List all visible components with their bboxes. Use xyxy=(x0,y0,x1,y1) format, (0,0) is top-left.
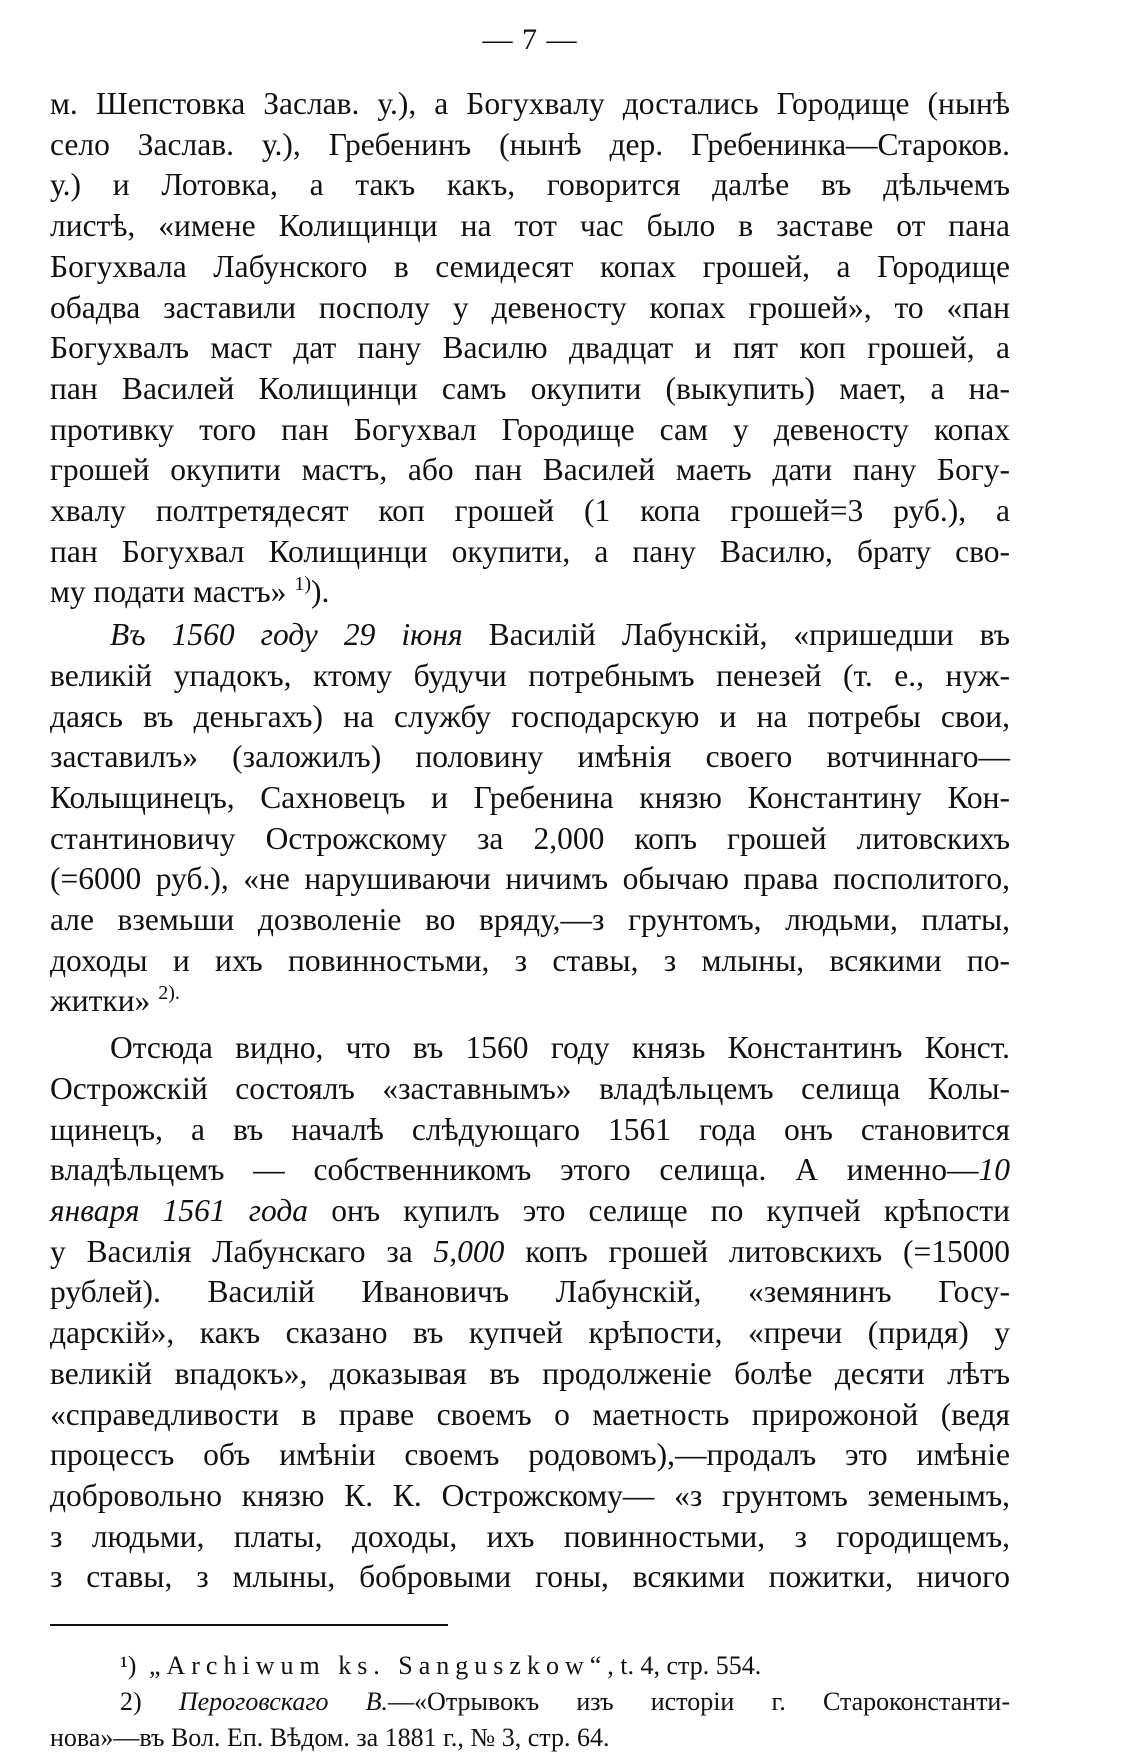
text-line-content: онъ купилъ это селище по купчей крѣпости xyxy=(308,1192,1010,1228)
text-line: добровольно князю К. К. Острожскому— «з грунтомъ земенымъ, xyxy=(50,1477,1010,1513)
text-line-content: Василій Лабунскій, «пришедши въ xyxy=(462,617,1010,653)
paragraph-2 xyxy=(50,615,1010,1022)
text-line: у.) и Лотовка, а такъ какъ, говорится далѣе въ дѣльчемъ xyxy=(50,167,1010,203)
italic-amount: 5,000 xyxy=(433,1233,505,1269)
paragraph-1 xyxy=(50,84,1010,613)
text-line: пан Богухвал Колищинци окупити, а пану Василю, брату сво- xyxy=(50,533,1010,569)
text-line: доходы и ихъ повинностьми, з ставы, з млыны, всякими по- xyxy=(50,942,1010,978)
text-line: Богухвалъ маст дат пану Василю двадцат и пят коп грошей, а xyxy=(50,330,1010,366)
text-line: рублей). Василій Ивановичъ Лабунскій, «земянинъ Госу- xyxy=(50,1274,1010,1310)
text-line xyxy=(50,1150,1010,1191)
text-line: му подати мастъ» $^{1)}$). xyxy=(50,573,330,610)
text-line: Богухвала Лабунского в семидесят копах грошей, а Городище xyxy=(50,248,1010,284)
footnote-divider xyxy=(50,1624,448,1626)
text-line: з ставы, з млыны, бобровыми гоны, всякими пожитки, ничого xyxy=(50,1559,1010,1595)
text-line xyxy=(50,1191,1010,1232)
text-line: пан Василей Колищинци самъ окупити (выкупить) мает, а на- xyxy=(50,370,1010,406)
paragraph-3 xyxy=(50,1028,1010,1598)
footnote-line: нова»—въ Вол. Еп. Вѣдом. за 1881 г., № 3, стр. 64. xyxy=(50,1723,610,1753)
footnote-ref-1: 1) xyxy=(294,573,311,596)
footnote-1 xyxy=(50,1648,1010,1684)
text-line: грошей окупити мастъ, або пан Василей маеть дати пану Богу- xyxy=(50,452,1010,488)
footnote-mark: ¹) xyxy=(120,1651,137,1681)
text-line-content: владѣльцемъ — собственникомъ этого селища. А именно— xyxy=(50,1152,979,1188)
footnote-text: —«Отрывокъ изъ исторіи г. Староконстанти- xyxy=(388,1687,1010,1717)
text-line-content: житки» xyxy=(50,983,151,1019)
italic-date: января 1561 года xyxy=(50,1192,309,1228)
text-line-content: у Василія Лабунскаго за xyxy=(50,1233,434,1269)
text-line: Отсюда видно, что въ 1560 году князь Константинъ Конст. xyxy=(110,1030,1010,1066)
text-line xyxy=(50,981,1010,1022)
italic-day: 10 xyxy=(978,1152,1010,1188)
text-line: «справедливости в праве своемъ о маетность прирожоной (ведя xyxy=(50,1396,1010,1432)
text-line: листѣ, «имене Колищинци на тот час было в заставе от пана xyxy=(50,208,1010,244)
footnote-ref-2: 2). xyxy=(158,982,180,1005)
text-line: хвалу полтретядесят коп грошей (1 копа грошей=3 руб.), а xyxy=(50,493,1010,529)
text-line: Острожскій состоялъ «заставнымъ» владѣльцемъ селища Колы- xyxy=(50,1070,1010,1106)
text-line: обадва заставили посполу у девеносту копах грошей», то «пан xyxy=(50,289,1010,325)
page-number: — 7 — xyxy=(482,23,578,56)
text-line: м. Шепстовка Заслав. у.), а Богухвалу достались Городище (нынѣ xyxy=(50,86,1010,121)
footnotes xyxy=(50,1648,1010,1756)
text-line-content: копъ грошей литовскихъ (=15000 xyxy=(504,1233,1011,1269)
text-line: великій упадокъ, ктому будучи потребнымъ пенезей (т. е., нуж- xyxy=(50,657,1010,693)
text-line: процессъ объ имѣніи своемъ родовомъ),—продалъ это имѣніе xyxy=(50,1437,1010,1473)
footnote-text: , t. 4, стр. 554. xyxy=(607,1651,762,1681)
text-line: дарскій», какъ сказано въ купчей крѣпости, «пречи (придя) у xyxy=(50,1315,1010,1351)
text-line: з людьми, платы, доходы, ихъ повинностьми, з городищемъ, xyxy=(50,1518,1010,1554)
footnote-mark: 2) xyxy=(120,1687,142,1717)
italic-date: Въ 1560 году 29 іюня xyxy=(110,617,463,653)
text-line xyxy=(50,615,1010,656)
text-line: але вземьши дозволеніе во вряду,—з грунтомъ, людьми, платы, xyxy=(50,902,1010,938)
book-page xyxy=(50,18,1010,1756)
footnote-source-title: „Archiwum ks. Sanguszkow“ xyxy=(136,1651,608,1681)
text-line: (=6000 руб.), «не нарушиваючи ничимъ обычаю права посполитого, xyxy=(50,861,1010,897)
text-line: щинецъ, а въ началѣ слѣдующаго 1561 года онъ становится xyxy=(50,1111,1010,1147)
footnote-line xyxy=(120,1648,1010,1684)
text-line: село Заслав. у.), Гребенинъ (нынѣ дер. Гребенинка—Староков. xyxy=(50,126,1010,162)
footnote-author: Пероговскаго В. xyxy=(141,1687,389,1717)
text-line: Колыщинецъ, Сахновецъ и Гребенина князю Константину Кон- xyxy=(50,779,1010,815)
text-line: великій впадокъ», доказывая въ продолженіе болѣе десяти лѣтъ xyxy=(50,1355,1010,1391)
text-line: стантиновичу Острожскому за 2,000 копъ грошей литовскихъ xyxy=(50,820,1010,856)
text-line-content: му подати мастъ» xyxy=(50,574,287,610)
footnote-2 xyxy=(50,1684,1010,1756)
text-line: даясь въ деньгахъ) на службу господарскую и на потребы свои, xyxy=(50,698,1010,734)
text-line xyxy=(50,1232,1010,1273)
text-line: противку того пан Богухвал Городище сам у девеносту копах xyxy=(50,411,1010,447)
text-line: заставилъ» (заложилъ) половину имѣнія своего вотчиннаго— xyxy=(50,739,1010,775)
footnote-line xyxy=(50,1684,1010,1720)
